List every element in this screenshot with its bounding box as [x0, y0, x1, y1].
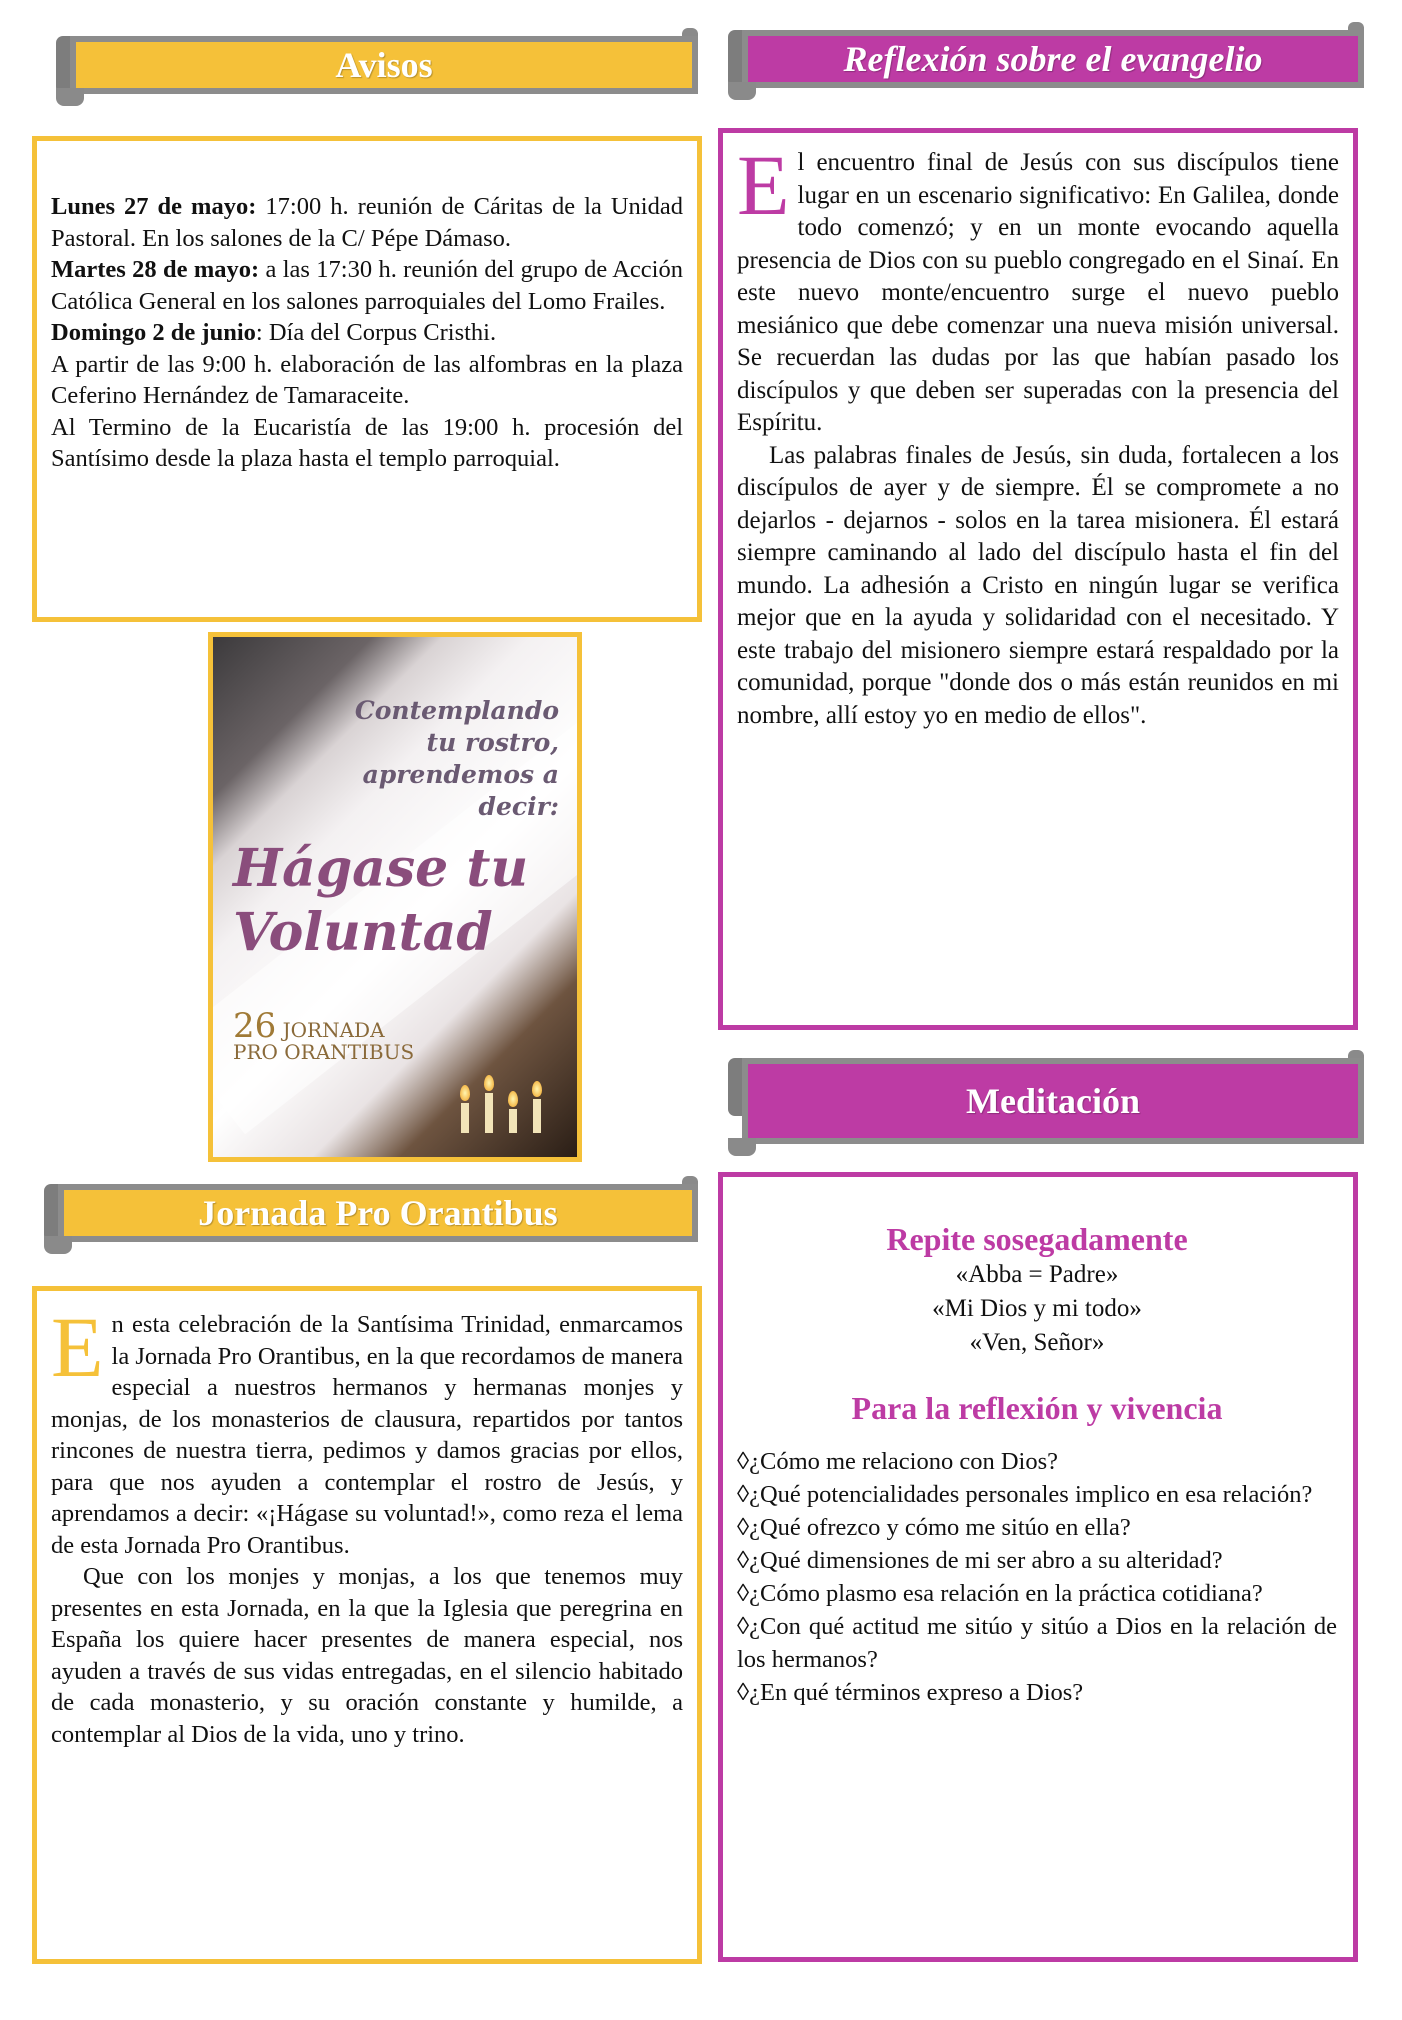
aviso-item-2: Martes 28 de mayo: a las 17:30 h. reunión del grupo de Acción Católica General en los salones parroquiales del Lomo Frailes. [51, 256, 683, 315]
question-item: ◊¿Con qué actitud me sitúo y sitúo a Dios en la relación de los hermanos? [737, 1613, 1337, 1673]
jornada-dropcap: E [51, 1299, 104, 1395]
aviso-item-3: Domingo 2 de junio: Día del Corpus Cristhi. [51, 319, 497, 346]
question-item: ◊¿En qué términos expreso a Dios? [737, 1679, 1084, 1706]
reflexion-vivencia-heading: Para la reflexión y vivencia [851, 1390, 1223, 1426]
question-item: ◊¿Cómo me relaciono con Dios? [737, 1448, 1058, 1475]
meditacion-title: Meditación [966, 1081, 1140, 1121]
repite-line-3: «Ven, Señor» [969, 1329, 1105, 1356]
jornada-banner [44, 1176, 698, 1244]
jornada-title: Jornada Pro Orantibus [198, 1193, 558, 1233]
jornada-content [51, 1299, 684, 1750]
reflexion-title: Reflexión sobre el evangelio [843, 39, 1263, 79]
avisos-banner [56, 28, 698, 96]
reflexion-paragraph-1: El encuentro final de Jesús con sus discípulos tiene lugar en un escenario significativo: En Galilea, donde todo comenzó; y en un monte evocando aquella presencia de Dios con su pueblo congregado en el Sinaí. En este nuevo monte/encuentro surge el nuevo pueblo mesiánico que debe comenzar una nueva misión universal. Se recuerdan las dudas por las que habían pasado los discípulos y que deben ser superadas con la presencia del Espíritu. [737, 137, 1339, 436]
avisos-content [51, 191, 683, 475]
avisos-box [32, 136, 702, 622]
meditacion-banner [728, 1050, 1364, 1121]
question-item: ◊¿Qué potencialidades personales implico en esa relación? [737, 1481, 1313, 1508]
poster-tagline: Contemplando tu rostro, aprendemos a decir: [354, 696, 559, 821]
avisos-title: Avisos [335, 45, 433, 85]
jornada-box [32, 1286, 702, 1964]
repite-line-1: «Abba = Padre» [955, 1261, 1119, 1288]
reflexion-banner [728, 22, 1364, 90]
jornada-poster-image [208, 632, 582, 1162]
reflexion-dropcap: E [737, 137, 790, 233]
meditacion-box [718, 1172, 1358, 1962]
repite-line-2: «Mi Dios y mi todo» [932, 1295, 1142, 1322]
question-item: ◊¿Cómo plasmo esa relación en la práctica cotidiana? [737, 1580, 1263, 1607]
questions-list [737, 1445, 1337, 1709]
aviso-item-1: Lunes 27 de mayo: 17:00 h. reunión de Cáritas de la Unidad Pastoral. En los salones de la C/ Pépe Dámaso. [51, 193, 683, 252]
reflexion-paragraph-2: Las palabras finales de Jesús, sin duda, fortalecen a los discípulos de ayer y de siempre. Él se compromete a no dejarlos - dejarnos - solos en la tarea misionera. Él estará siempre caminando al lado del discípulo hasta el fin del mundo. La adhesión a Cristo en ningún lugar se verifica mejor que en la ayuda y solidaridad con el necesitado. Y este trabajo del misionero siempre estará respaldado por la comunidad, porque "donde dos o más están reunidos en mi nombre, allí estoy yo en medio de ellos". [737, 441, 1339, 729]
repite-heading: Repite sosegadamente [886, 1221, 1188, 1257]
jornada-paragraph-1: En esta celebración de la Santísima Trinidad, enmarcamos la Jornada Pro Orantibus, en la que recordamos de manera especial a nuestros hermanos y hermanas monjes y monjas, de los monasterios de clausura, repartidos por tantos rincones de nuestra tierra, pedimos y damos gracias por ellos, para que nos ayuden a contemplar el rostro de Jesús, y aprendamos a decir: «¡Hágase su voluntad!», como reza el lema de esta Jornada Pro Orantibus. [51, 1299, 684, 1559]
aviso-extra-2: Al Termino de la Eucaristía de las 19:00 h. procesión del Santísimo desde la plaza hasta el templo parroquial. [51, 413, 683, 472]
question-item: ◊¿Qué ofrezco y cómo me sitúo en ella? [737, 1514, 1131, 1541]
reflexion-content [737, 137, 1339, 732]
aviso-extra-1: A partir de las 9:00 h. elaboración de las alfombras en la plaza Ceferino Hernández de Tamaraceite. [51, 350, 683, 409]
question-item: ◊¿Qué dimensiones de mi ser abro a su alteridad? [737, 1547, 1223, 1574]
poster-headline: Hágase tu Voluntad [233, 838, 529, 963]
reflexion-box [718, 128, 1358, 1030]
jornada-paragraph-2: Que con los monjes y monjas, a los que tenemos muy presentes en esta Jornada, en la que la Iglesia que peregrina en España los quiere hacer presentes de manera especial, nos ayuden a través de sus vidas entregadas, en el silencio habitado de cada monasterio, y su oración constante y humilde, a contemplar al Dios de la vida, uno y trino. [51, 1563, 683, 1748]
poster-jornada: 26 JORNADA PRO ORANTIBUS [233, 1006, 415, 1064]
